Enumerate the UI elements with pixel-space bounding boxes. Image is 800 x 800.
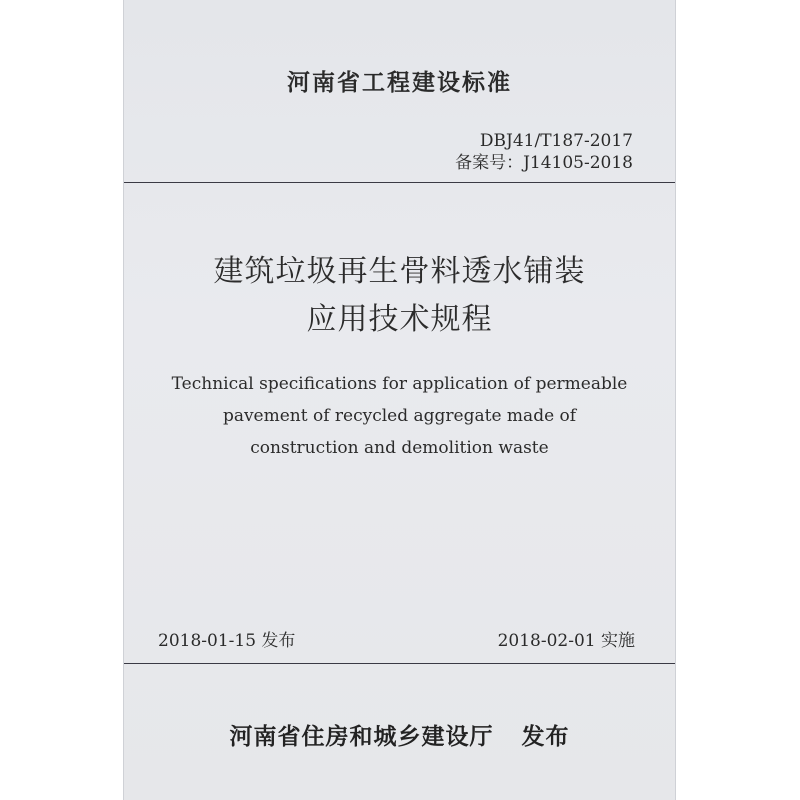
effective-date: 2018-02-01 实施 — [497, 631, 635, 651]
english-title-line-1: Technical specifications for application of permeable — [171, 374, 628, 394]
chinese-title — [124, 248, 675, 344]
english-title-line-2: pavement of recycled aggregate made of — [222, 406, 577, 426]
publisher-name: 河南省住房和城乡建设厅 — [229, 724, 494, 750]
english-title-line-3: construction and demolition waste — [250, 438, 549, 458]
top-divider — [124, 182, 675, 183]
issue-date: 2018-01-15 发布 — [158, 631, 296, 651]
chinese-title-line-2: 应用技术规程 — [306, 302, 493, 337]
book-cover — [123, 0, 676, 800]
bottom-divider — [124, 663, 675, 664]
english-title — [124, 368, 675, 464]
standard-codes — [455, 130, 633, 174]
record-number: 备案号：J14105-2018 — [455, 153, 633, 173]
standard-series-title: 河南省工程建设标准 — [287, 70, 512, 96]
chinese-title-line-1: 建筑垃圾再生骨料透水铺装 — [213, 254, 586, 289]
publisher-suffix: 发布 — [521, 724, 570, 750]
standard-code: DBJ41/T187-2017 — [479, 131, 633, 151]
publisher-line — [124, 718, 675, 751]
